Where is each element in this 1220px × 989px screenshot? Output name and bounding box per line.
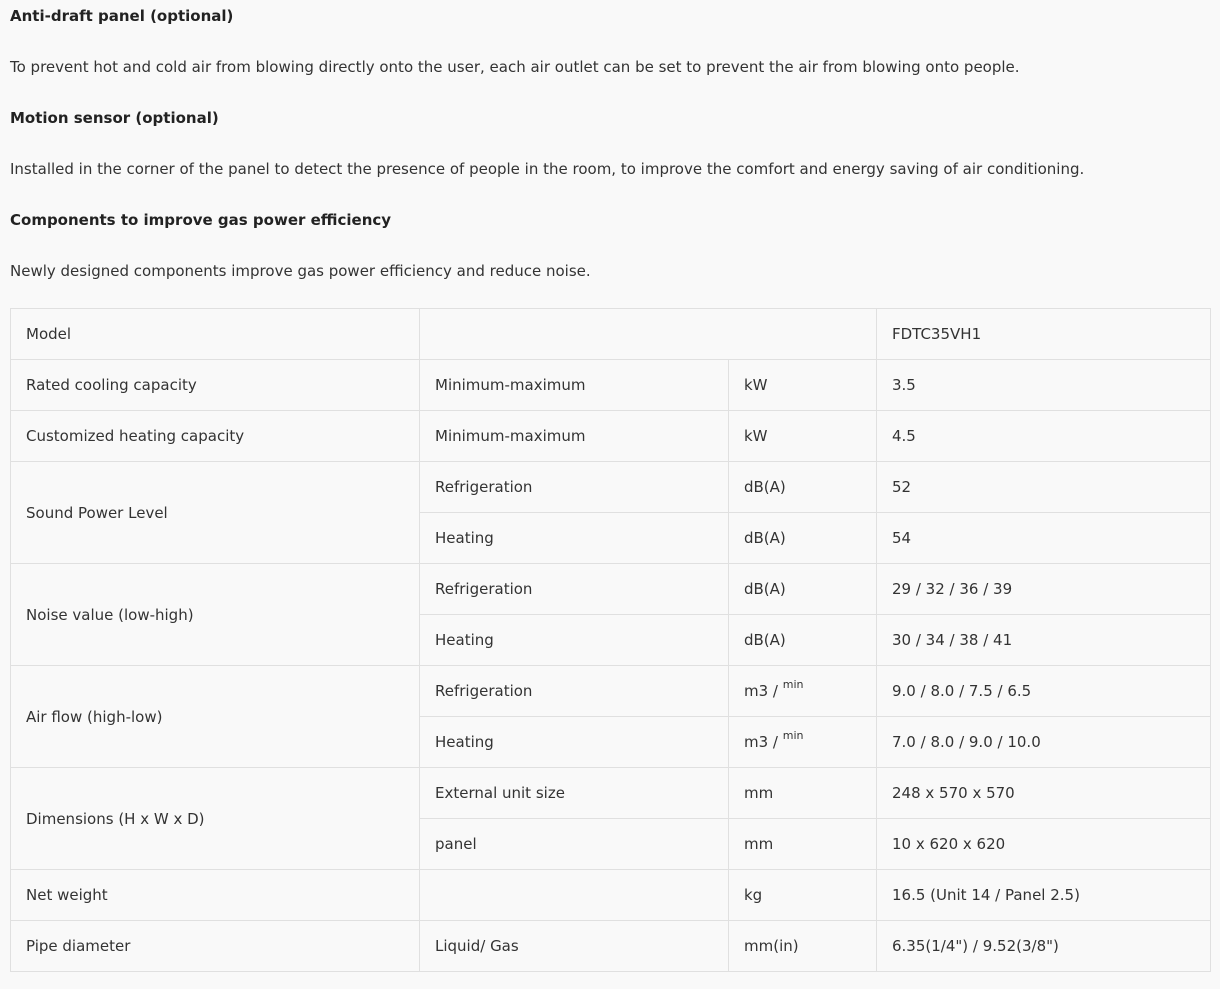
row-label: Rated cooling capacity <box>11 360 420 411</box>
row-subcategory: panel <box>420 819 729 870</box>
row-subcategory: Refrigeration <box>420 462 729 513</box>
row-unit: mm(in) <box>729 921 877 972</box>
row-unit: dB(A) <box>729 513 877 564</box>
table-row-pipe <box>11 921 1211 972</box>
row-unit: kW <box>729 360 877 411</box>
table-row-weight <box>11 870 1211 921</box>
row-label: Air flow (high-low) <box>11 666 420 768</box>
row-value: 54 <box>877 513 1211 564</box>
table-row-dimensions-unit <box>11 768 1211 819</box>
section-text-motion-sensor: Installed in the corner of the panel to detect the presence of people in the room, to improve the comfort and energy saving of air conditioning. <box>10 160 1085 178</box>
model-label: Model <box>11 309 420 360</box>
section-heading-motion-sensor: Motion sensor (optional) <box>10 109 219 127</box>
row-label: Noise value (low-high) <box>11 564 420 666</box>
row-value: 29 / 32 / 36 / 39 <box>877 564 1211 615</box>
section-heading-components: Components to improve gas power efficiency <box>10 211 392 229</box>
section-heading-anti-draft: Anti-draft panel (optional) <box>10 7 234 25</box>
model-value: FDTC35VH1 <box>877 309 1211 360</box>
row-unit: dB(A) <box>729 462 877 513</box>
unit-superscript: min <box>782 678 804 691</box>
table-row-model <box>11 309 1211 360</box>
row-value: 248 x 570 x 570 <box>877 768 1211 819</box>
section-text-components: Newly designed components improve gas power efficiency and reduce noise. <box>10 262 591 280</box>
row-subcategory: Heating <box>420 615 729 666</box>
row-unit: mm <box>729 819 877 870</box>
table-row-cooling <box>11 360 1211 411</box>
row-value: 7.0 / 8.0 / 9.0 / 10.0 <box>877 717 1211 768</box>
row-subcategory <box>420 870 729 921</box>
row-value: 9.0 / 8.0 / 7.5 / 6.5 <box>877 666 1211 717</box>
row-unit: dB(A) <box>729 564 877 615</box>
row-subcategory: Minimum-maximum <box>420 360 729 411</box>
row-label: Pipe diameter <box>11 921 420 972</box>
table-row-airflow-refrigeration <box>11 666 1211 717</box>
row-value: 52 <box>877 462 1211 513</box>
row-label: Sound Power Level <box>11 462 420 564</box>
row-subcategory: Refrigeration <box>420 666 729 717</box>
row-value: 30 / 34 / 38 / 41 <box>877 615 1211 666</box>
row-value: 6.35(1/4") / 9.52(3/8") <box>877 921 1211 972</box>
model-empty-cell <box>420 309 877 360</box>
row-label: Dimensions (H x W x D) <box>11 768 420 870</box>
table-row-noise-refrigeration <box>11 564 1211 615</box>
row-subcategory: Heating <box>420 717 729 768</box>
spec-table <box>10 308 1211 972</box>
row-unit: kg <box>729 870 877 921</box>
row-subcategory: Heating <box>420 513 729 564</box>
row-subcategory: Refrigeration <box>420 564 729 615</box>
row-unit: dB(A) <box>729 615 877 666</box>
row-subcategory: Liquid/ Gas <box>420 921 729 972</box>
unit-base: m3 / <box>744 682 778 700</box>
section-text-anti-draft: To prevent hot and cold air from blowing directly onto the user, each air outlet can be set to prevent the air from blowing onto people. <box>10 58 1020 76</box>
row-unit: mm <box>729 768 877 819</box>
table-row-sound-refrigeration <box>11 462 1211 513</box>
row-label: Net weight <box>11 870 420 921</box>
row-label: Customized heating capacity <box>11 411 420 462</box>
row-value: 3.5 <box>877 360 1211 411</box>
row-value: 10 x 620 x 620 <box>877 819 1211 870</box>
row-unit: kW <box>729 411 877 462</box>
unit-superscript: min <box>782 729 804 742</box>
row-unit <box>729 666 877 717</box>
unit-base: m3 / <box>744 733 778 751</box>
table-row-heating-capacity <box>11 411 1211 462</box>
row-value: 4.5 <box>877 411 1211 462</box>
row-unit <box>729 717 877 768</box>
row-value: 16.5 (Unit 14 / Panel 2.5) <box>877 870 1211 921</box>
row-subcategory: Minimum-maximum <box>420 411 729 462</box>
row-subcategory: External unit size <box>420 768 729 819</box>
